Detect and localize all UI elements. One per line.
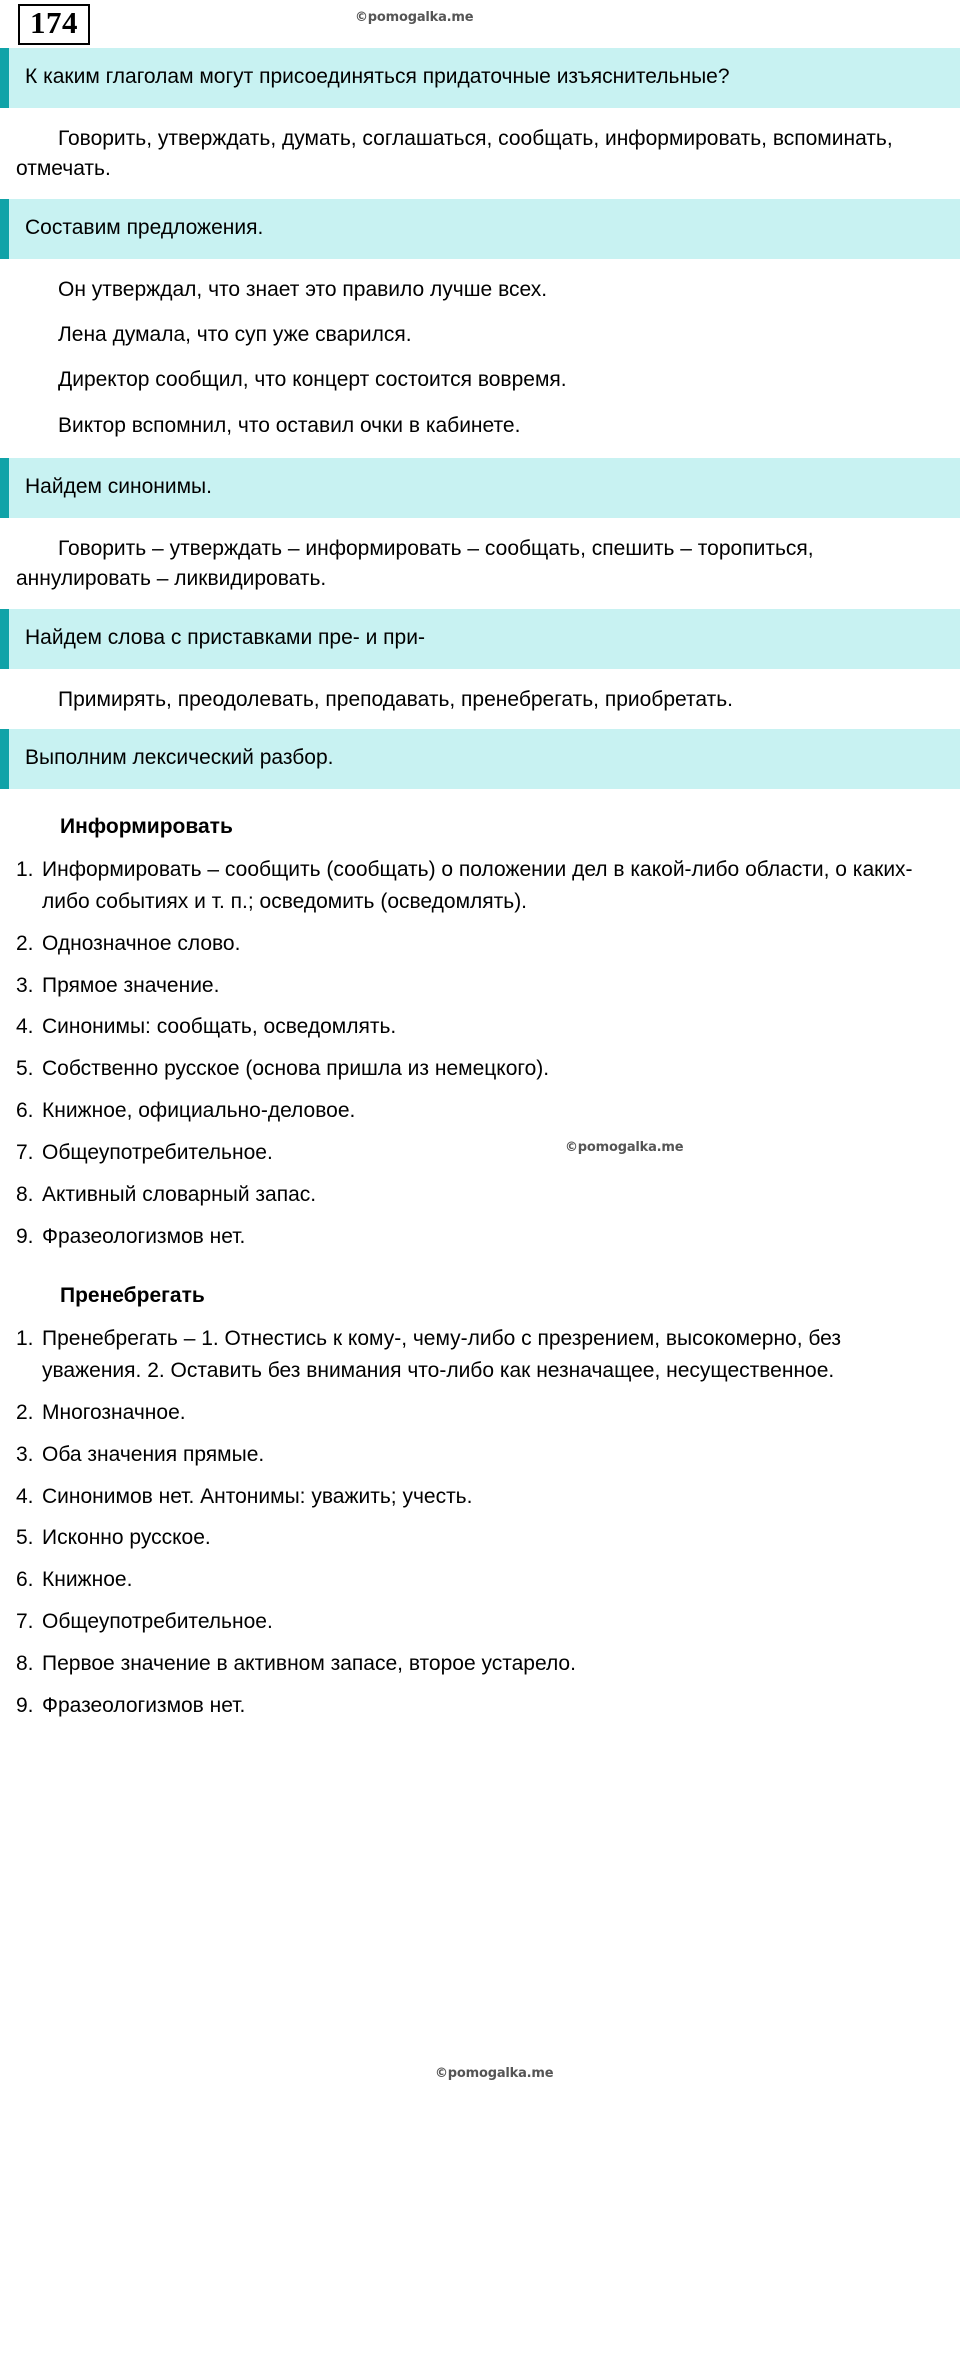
list-item <box>16 849 944 923</box>
synonyms-heading-text: Найдем синонимы. <box>25 475 212 499</box>
list-item <box>16 1601 944 1643</box>
list-item <box>16 1434 944 1476</box>
list-item <box>16 1559 944 1601</box>
list-item-text: Пренебрегать – 1. Отнестись к кому-, чему-либо с презрением, высокомерно, без уважения. 2. Оставить без внимания что-либо как незначащее, несущественное. <box>42 1326 842 1382</box>
example-sentence: Виктор вспомнил, что оставил очки в кабинете. <box>58 413 521 437</box>
list-item-number: 5. <box>16 1057 34 1081</box>
sentences-heading-band <box>0 199 960 259</box>
list-item-number: 4. <box>16 1015 34 1039</box>
list-item-number: 2. <box>16 931 34 955</box>
list-item-text: Однозначное слово. <box>42 931 241 955</box>
example-sentence: Лена думала, что суп уже сварился. <box>58 322 412 346</box>
page-header <box>0 0 960 48</box>
list-item <box>16 1216 944 1258</box>
watermark-middle: ©pomogalka.me <box>565 1140 684 1155</box>
list-item <box>16 1318 944 1392</box>
synonyms-heading-band <box>0 458 960 518</box>
list-item-number: 1. <box>16 1326 34 1350</box>
lexical-word-title: Информировать <box>60 814 233 838</box>
lexical-heading-band <box>0 729 960 789</box>
list-item <box>16 1174 944 1216</box>
list-item <box>16 1132 944 1174</box>
watermark-top: ©pomogalka.me <box>355 10 474 25</box>
list-item-number: 5. <box>16 1526 34 1550</box>
list-item-text: Общеупотребительное. <box>42 1610 273 1634</box>
list-item-text: Общеупотребительное. <box>42 1141 273 1165</box>
prefixes-paragraph: Примирять, преодолевать, преподавать, пренебрегать, приобретать. <box>58 687 733 711</box>
list-item-number: 9. <box>16 1694 34 1718</box>
list-item-text: Фразеологизмов нет. <box>42 1694 246 1718</box>
list-item <box>16 1048 944 1090</box>
question-text: К каким глаголам могут присоединяться придаточные изъяснительные? <box>25 65 730 88</box>
prefixes-heading-text: Найдем слова с приставками пре- и при- <box>25 625 425 649</box>
list-item-text: Книжное, официально-деловое. <box>42 1099 356 1123</box>
list-item-number: 3. <box>16 1442 34 1466</box>
question-band <box>0 48 960 108</box>
list-item-text: Активный словарный запас. <box>42 1183 317 1207</box>
list-item-number: 6. <box>16 1568 34 1592</box>
watermark-lower: ©pomogalka.me <box>435 2066 554 2081</box>
list-item <box>16 965 944 1007</box>
prefixes-heading-band <box>0 609 960 669</box>
list-item <box>16 1090 944 1132</box>
spacer <box>0 440 960 458</box>
lexical-word-title: Пренебрегать <box>60 1283 205 1307</box>
lexical-block-informirovat <box>0 789 960 1258</box>
list-item <box>16 1517 944 1559</box>
sentences-heading-text: Составим предложения. <box>25 215 264 239</box>
list-item <box>16 1476 944 1518</box>
list-item-text: Информировать – сообщить (сообщать) о положении дел в какой-либо области, о каких-либо событиях и т. п.; осведомить (осведомлять). <box>42 857 913 913</box>
lexical-list <box>16 849 944 1258</box>
answer-paragraph: Говорить, утверждать, думать, соглашаться, сообщать, информировать, вспоминать, отмечать. <box>16 126 893 181</box>
lexical-list <box>16 1318 944 1727</box>
list-item <box>16 1643 944 1685</box>
list-item-number: 1. <box>16 857 34 881</box>
list-item-text: Многозначное. <box>42 1400 186 1424</box>
example-sentence: Он утверждал, что знает это правило лучше всех. <box>58 277 548 301</box>
example-sentence: Директор сообщил, что концерт состоится вовремя. <box>58 368 567 392</box>
list-item-text: Синонимы: сообщать, осведомлять. <box>42 1015 397 1039</box>
list-item <box>16 1392 944 1434</box>
list-item-number: 8. <box>16 1183 34 1207</box>
list-item-number: 9. <box>16 1224 34 1248</box>
lexical-block-prenebregat <box>0 1258 960 1727</box>
list-item-text: Синонимов нет. Антонимы: уважить; учесть. <box>42 1484 473 1508</box>
list-item-number: 4. <box>16 1484 34 1508</box>
list-item <box>16 923 944 965</box>
list-item-text: Прямое значение. <box>42 973 220 997</box>
list-item-number: 7. <box>16 1141 34 1165</box>
list-item-number: 3. <box>16 973 34 997</box>
list-item-number: 7. <box>16 1610 34 1634</box>
list-item-text: Книжное. <box>42 1568 133 1592</box>
list-item-text: Исконно русское. <box>42 1526 211 1550</box>
synonyms-paragraph: Говорить – утверждать – информировать – сообщать, спешить – торопиться, аннулировать – ликвидировать. <box>16 536 814 591</box>
list-item-number: 2. <box>16 1400 34 1424</box>
list-item-text: Собственно русское (основа пришла из немецкого). <box>42 1057 550 1081</box>
list-item <box>16 1006 944 1048</box>
list-item-text: Первое значение в активном запасе, второе устарело. <box>42 1652 576 1676</box>
list-item <box>16 1685 944 1727</box>
lexical-heading-text: Выполним лексический разбор. <box>25 746 334 769</box>
list-item-text: Фразеологизмов нет. <box>42 1224 246 1248</box>
list-item-number: 6. <box>16 1099 34 1123</box>
task-number-badge: 174 <box>18 4 90 45</box>
list-item-text: Оба значения прямые. <box>42 1442 265 1466</box>
list-item-number: 8. <box>16 1652 34 1676</box>
